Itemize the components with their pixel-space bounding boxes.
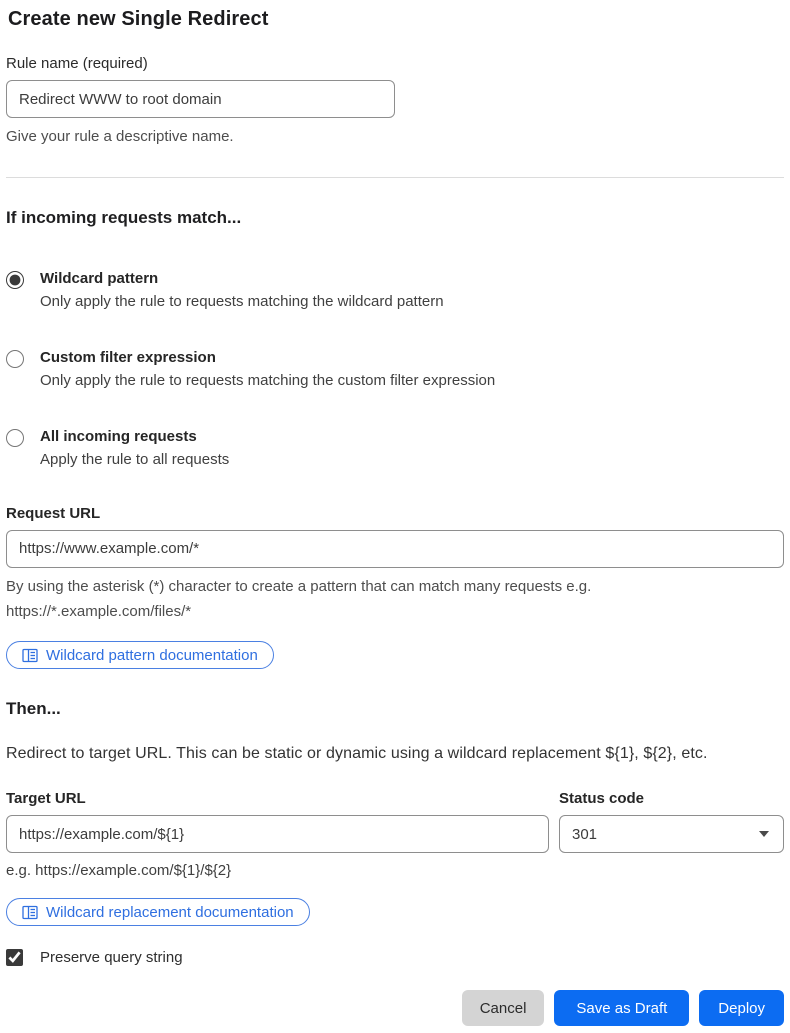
- then-description: Redirect to target URL. This can be static or dynamic using a wildcard replacement ${1}, ${2}, etc.: [6, 745, 708, 763]
- request-url-input[interactable]: [6, 530, 784, 568]
- custom-filter-radio[interactable]: [6, 350, 24, 368]
- wildcard-pattern-docs-label: Wildcard pattern documentation: [46, 646, 258, 664]
- wildcard-pattern-label[interactable]: Wildcard pattern: [40, 269, 159, 287]
- cancel-button[interactable]: Cancel: [462, 990, 545, 1026]
- status-code-label: Status code: [559, 790, 645, 808]
- request-url-label: Request URL: [6, 504, 101, 522]
- preserve-query-string-label[interactable]: Preserve query string: [40, 949, 183, 967]
- wildcard-replacement-docs-button[interactable]: [6, 898, 310, 926]
- wildcard-pattern-description: Only apply the rule to requests matching the wildcard pattern: [40, 292, 444, 310]
- target-url-help: e.g. https://example.com/${1}/${2}: [6, 862, 232, 880]
- radio-option-texts: [40, 349, 495, 389]
- radio-option-all-requests[interactable]: [6, 428, 784, 468]
- rule-name-label: Rule name (required): [6, 55, 148, 72]
- save-as-draft-button[interactable]: Save as Draft: [554, 990, 689, 1026]
- target-url-label: Target URL: [6, 790, 86, 808]
- request-url-field: [6, 505, 784, 625]
- match-section-heading: If incoming requests match...: [6, 207, 242, 227]
- preserve-query-string-row[interactable]: [6, 949, 784, 966]
- request-url-help: [6, 575, 784, 625]
- deploy-button[interactable]: Deploy: [699, 990, 784, 1026]
- book-icon: [22, 648, 38, 663]
- status-code-field: [559, 790, 784, 879]
- section-divider: [6, 177, 784, 178]
- status-code-select[interactable]: [559, 815, 784, 853]
- wildcard-replacement-docs-label: Wildcard replacement documentation: [46, 903, 294, 921]
- match-type-radio-group: [6, 270, 784, 468]
- rule-name-input[interactable]: [6, 80, 395, 118]
- preserve-query-string-checkbox[interactable]: [6, 949, 23, 966]
- target-url-field: [6, 790, 549, 879]
- then-section-heading: Then...: [6, 699, 61, 719]
- all-requests-label[interactable]: All incoming requests: [40, 427, 197, 445]
- custom-filter-description: Only apply the rule to requests matching the custom filter expression: [40, 371, 496, 389]
- radio-option-texts: [40, 270, 444, 310]
- status-code-value: 301: [572, 825, 598, 843]
- request-url-help-line2: https://*.example.com/files/*: [6, 602, 192, 620]
- wildcard-pattern-radio[interactable]: [6, 271, 24, 289]
- target-url-row: [6, 790, 784, 879]
- target-url-input[interactable]: [6, 815, 549, 853]
- radio-option-texts: [40, 428, 229, 468]
- all-requests-radio[interactable]: [6, 429, 24, 447]
- request-url-help-line1: By using the asterisk (*) character to create a pattern that can match many requests e.g.: [6, 577, 592, 595]
- rule-name-help: Give your rule a descriptive name.: [6, 128, 234, 145]
- radio-option-custom-filter[interactable]: [6, 349, 784, 389]
- all-requests-description: Apply the rule to all requests: [40, 450, 230, 468]
- custom-filter-label[interactable]: Custom filter expression: [40, 348, 216, 366]
- wildcard-pattern-docs-button[interactable]: [6, 641, 274, 669]
- rule-name-field: [6, 55, 784, 150]
- page-title: Create new Single Redirect: [8, 8, 269, 30]
- book-icon: [22, 905, 38, 920]
- chevron-down-icon: [759, 831, 769, 837]
- radio-option-wildcard-pattern[interactable]: [6, 270, 784, 310]
- footer-actions: [6, 990, 784, 1033]
